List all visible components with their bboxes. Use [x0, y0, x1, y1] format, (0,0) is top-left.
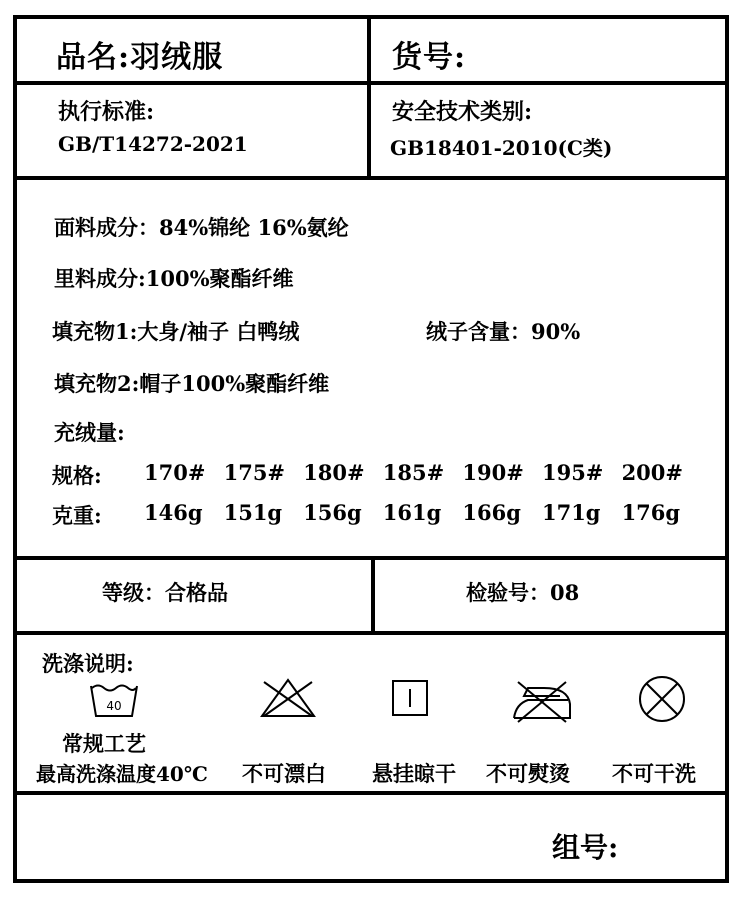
care-caption-no-dryclean: 不可干洗	[612, 761, 696, 786]
size-cell: 185#	[382, 460, 445, 485]
fill-amount-label: 充绒量:	[54, 420, 125, 445]
weight-cell: 176g	[621, 500, 681, 525]
care-caption-wash-line1: 常规工艺	[62, 731, 146, 756]
care-caption-no-iron: 不可熨烫	[486, 761, 570, 786]
weight-cell: 146g	[144, 500, 203, 525]
size-cell: 190#	[462, 460, 524, 485]
care-caption-wash-line2: 最高洗涤温度40℃	[36, 762, 208, 786]
weight-label: 克重:	[52, 503, 102, 528]
wash-temp-label: 40	[106, 699, 122, 713]
weight-row	[52, 500, 701, 530]
no-dryclean-icon	[636, 673, 688, 725]
shell-composition: 面料成分：84%锦纶 16%氨纶	[54, 215, 349, 240]
weight-cell: 166g	[462, 500, 521, 525]
divider-grade-vertical	[371, 558, 375, 634]
safety-category-value: GB18401-2010(C类)	[390, 136, 613, 160]
divider-care	[13, 791, 729, 795]
exec-standard-value: GB/T14272-2021	[58, 132, 248, 156]
grade: 等级：合格品	[102, 580, 228, 605]
no-bleach-icon	[258, 676, 318, 720]
lining-composition: 里料成分:100%聚酯纤维	[54, 266, 294, 291]
weight-cell: 151g	[223, 500, 283, 525]
care-caption-hang-dry: 悬挂晾干	[372, 761, 456, 786]
size-cell: 170#	[144, 460, 206, 485]
divider-standards	[13, 176, 729, 180]
care-title: 洗涤说明:	[42, 651, 134, 676]
weight-cell: 156g	[303, 500, 362, 525]
group-number: 组号:	[552, 831, 619, 864]
size-cell: 200#	[621, 460, 683, 485]
exec-standard-label: 执行标准:	[58, 99, 155, 125]
filling-2: 填充物2:帽子100%聚酯纤维	[54, 371, 330, 396]
wash-40-icon	[88, 680, 140, 720]
product-name: 品名:羽绒服	[56, 40, 224, 75]
filling-1: 填充物1:大身/袖子 白鸭绒	[52, 319, 300, 344]
hang-dry-icon	[390, 678, 430, 718]
safety-category-label: 安全技术类别:	[392, 99, 533, 125]
size-label: 规格:	[52, 463, 102, 488]
inspection-number: 检验号：08	[466, 580, 580, 605]
divider-header-vertical	[367, 19, 371, 179]
divider-header	[13, 81, 729, 85]
size-cell: 180#	[303, 460, 365, 485]
no-iron-icon	[510, 674, 574, 724]
care-caption-no-bleach: 不可漂白	[242, 761, 326, 786]
weight-cell: 171g	[541, 500, 601, 525]
down-content: 绒子含量：90%	[426, 319, 581, 344]
weight-cell: 161g	[382, 500, 442, 525]
size-cell: 175#	[223, 460, 286, 485]
size-cell: 195#	[541, 460, 604, 485]
item-number: 货号:	[392, 40, 467, 75]
size-row	[52, 460, 701, 490]
